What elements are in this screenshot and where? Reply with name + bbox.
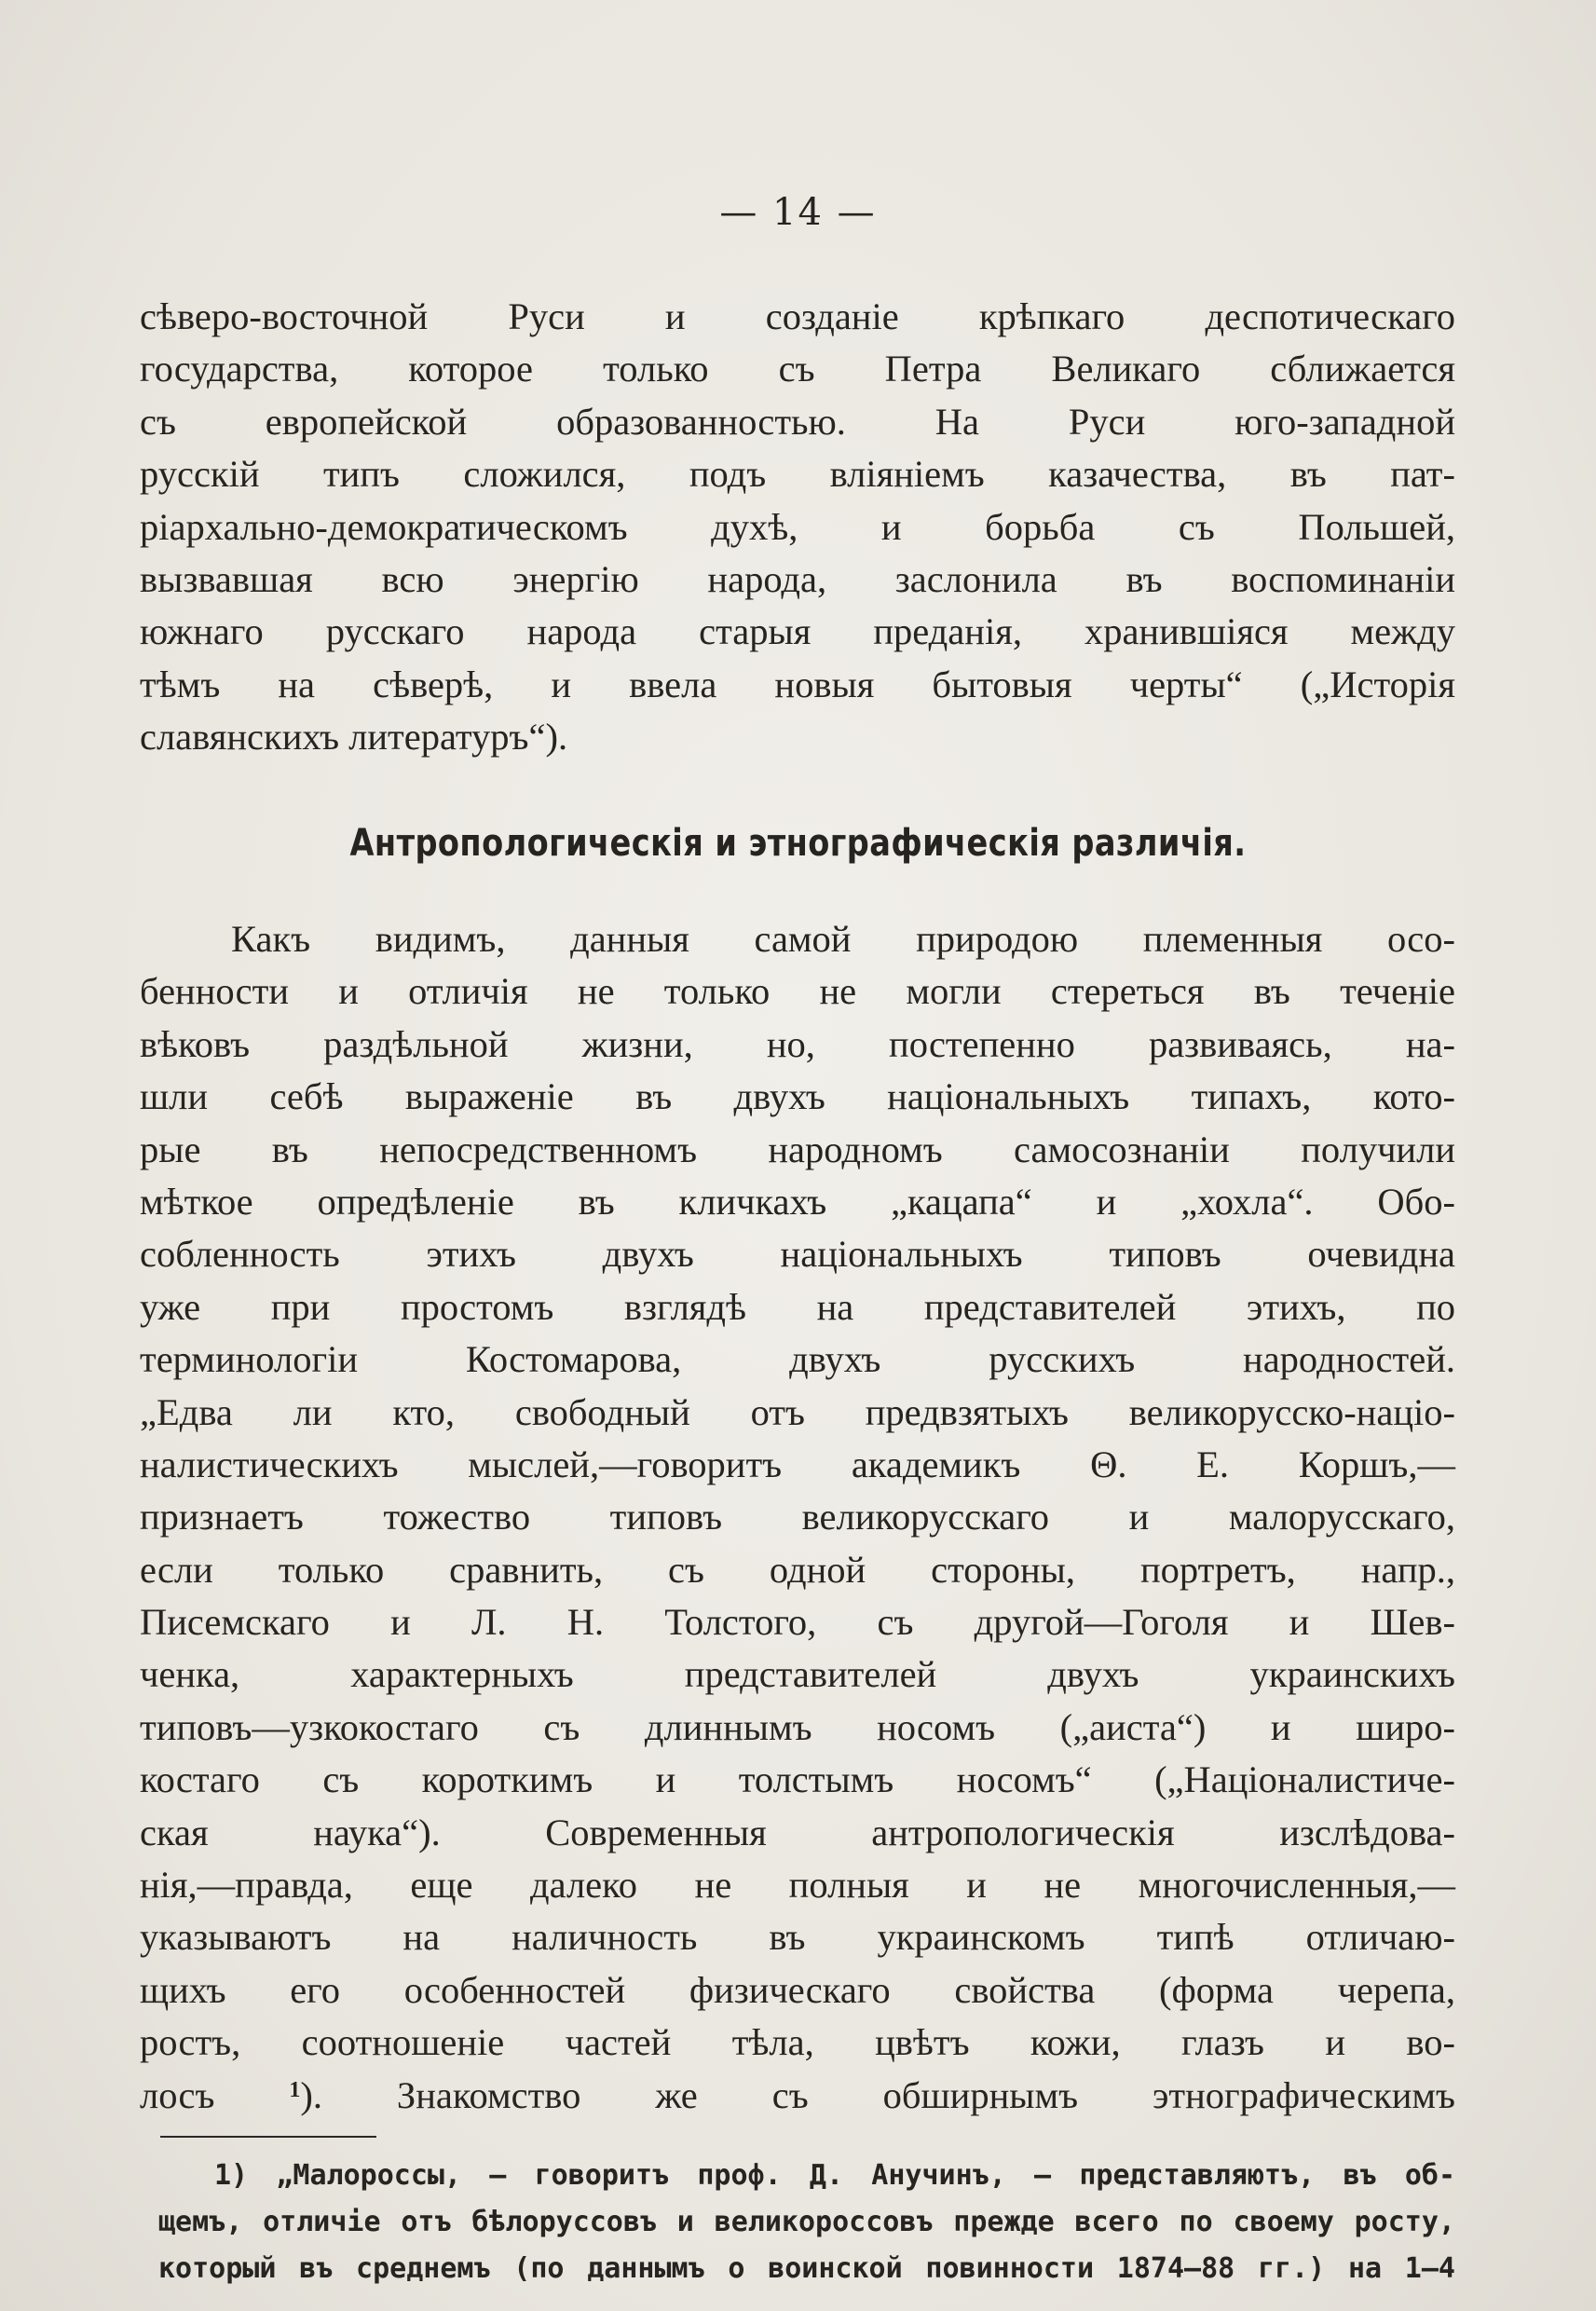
text-line: вызвавшая всю энергію народа, заслонила въ воспоминаніи bbox=[140, 557, 1455, 600]
text-line: тѣмъ на сѣверѣ, и ввела новыя бытовыя черты“ („Исторія bbox=[140, 663, 1455, 705]
section-heading: Антропологическія и этнографическія различія. bbox=[349, 822, 1247, 865]
text-line: если только сравнить, съ одной стороны, портретъ, напр., bbox=[140, 1548, 1455, 1591]
text-line: государства, которое только съ Петра Великаго сближается bbox=[140, 348, 1455, 390]
text-line: терминологіи Костомарова, двухъ русскихъ народностей. bbox=[140, 1338, 1455, 1381]
text-line: ріархально-демократическомъ духѣ, и борьба съ Польшей, bbox=[140, 505, 1455, 548]
footnote-text: „Малороссы, — говоритъ проф. Д. Анучинъ, — представляютъ, въ об- bbox=[276, 2159, 1455, 2192]
text-line: ченка, характерныхъ представителей двухъ украинскихъ bbox=[140, 1653, 1455, 1696]
text-line: ская наука“). Современныя антропологическія изслѣдова- bbox=[140, 1811, 1455, 1853]
text-fragment: лосъ bbox=[140, 2073, 215, 2116]
text-line: съ европейской образованностью. На Руси юго-западной bbox=[140, 400, 1455, 443]
text-line: налистическихъ мыслей,—говоритъ академикъ Θ. Е. Коршъ,— bbox=[140, 1443, 1455, 1485]
text-line: Какъ видимъ, данныя самой природою племенныя осо- bbox=[231, 918, 1455, 960]
page-number: — 14 — bbox=[719, 191, 877, 234]
text-line: мѣткое опредѣленіе въ кличкахъ „кацапа“ и „хохла“. Обо- bbox=[140, 1180, 1455, 1223]
text-line: признаетъ тожество типовъ великорусскаго и малорусскаго, bbox=[140, 1496, 1455, 1538]
footnote bbox=[158, 2153, 1455, 2292]
footnote-line: который въ среднемъ (по даннымъ о воинской повинности 1874—88 гг.) на 1—4 bbox=[158, 2252, 1455, 2285]
text-line: указываютъ на наличность въ украинскомъ типѣ отличаю- bbox=[140, 1916, 1455, 1959]
text-line: русскій типъ сложился, подъ вліяніемъ казачества, въ пат- bbox=[140, 453, 1455, 496]
text-line: рые въ непосредственномъ народномъ самосознаніи получили bbox=[140, 1128, 1455, 1170]
text-line: сѣверо-восточной Руси и созданіе крѣпкаго деспотическаго bbox=[140, 295, 1455, 337]
main-paragraph bbox=[140, 913, 1455, 2122]
text-line: „Едва ли кто, свободный отъ предвзятыхъ великорусско-націо- bbox=[140, 1390, 1455, 1433]
text-line: типовъ—узкокостаго съ длиннымъ носомъ („аиста“) и широ- bbox=[140, 1705, 1455, 1748]
text-line: уже при простомъ взглядѣ на представителей этихъ, по bbox=[140, 1285, 1455, 1328]
text-line: славянскихъ литературъ“). bbox=[140, 716, 568, 759]
text-line-with-footnote-ref bbox=[140, 2070, 1455, 2122]
text-line: щихъ его особенностей физическаго свойства (форма черепа, bbox=[140, 1968, 1455, 2011]
text-line: собленность этихъ двухъ національныхъ типовъ очевидна bbox=[140, 1233, 1455, 1276]
text-line: южнаго русскаго народа старыя преданія, хранившіяся между bbox=[140, 610, 1455, 653]
text-line: ростъ, соотношеніе частей тѣла, цвѣтъ кожи, глазъ и во- bbox=[140, 2021, 1455, 2064]
text-line: вѣковъ раздѣльной жизни, но, постепенно развиваясь, на- bbox=[140, 1022, 1455, 1065]
text-line: костаго съ короткимъ и толстымъ носомъ“ („Націоналистиче- bbox=[140, 1758, 1455, 1801]
intro-paragraph bbox=[140, 291, 1455, 764]
footnote-reference[interactable]: 1 bbox=[289, 2077, 301, 2102]
text-line: бенности и отличія не только не могли стереться въ теченіе bbox=[140, 970, 1455, 1013]
footnote-line bbox=[158, 2153, 1455, 2199]
text-line: Писемскаго и Л. Н. Толстого, съ другой—Гоголя и Шев- bbox=[140, 1601, 1455, 1644]
text-line: нія,—правда, еще далеко не полныя и не многочисленныя,— bbox=[140, 1864, 1455, 1907]
text-fragment: ). Знакомство же съ обширнымъ этнографическимъ bbox=[300, 2073, 1455, 2116]
footnote-divider bbox=[160, 2136, 376, 2138]
text-line: шли себѣ выраженіе въ двухъ національныхъ типахъ, кото- bbox=[140, 1075, 1455, 1118]
footnote-line: щемъ, отличіе отъ бѣлоруссовъ и великороссовъ прежде всего по своему росту, bbox=[158, 2206, 1455, 2238]
footnote-marker: 1) bbox=[214, 2159, 249, 2192]
